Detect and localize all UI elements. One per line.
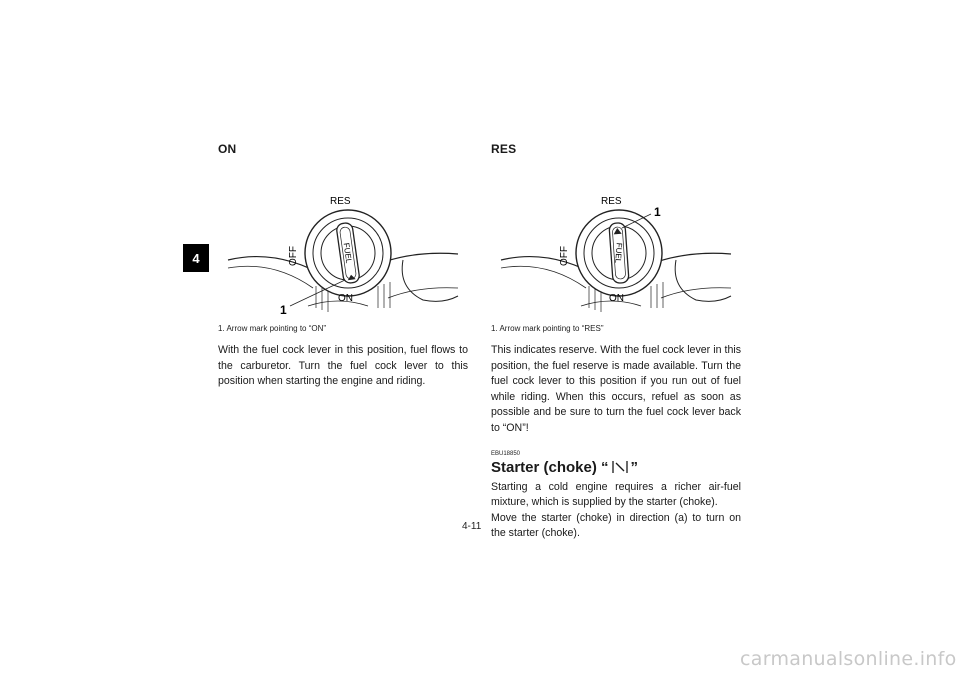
fuel-cock-res-illustration [491, 168, 741, 318]
fuel-cock-on-illustration [218, 168, 468, 318]
label-off: OFF [288, 246, 299, 266]
tank-line [402, 260, 458, 301]
section-paragraph-2: Move the starter (choke) in direction (a) to turn on the starter (choke). [491, 511, 741, 540]
callout-number: 1 [280, 303, 287, 317]
label-res: RES [330, 196, 351, 207]
label-res: RES [601, 196, 622, 207]
label-on: ON [609, 293, 624, 304]
left-heading: ON [218, 142, 237, 156]
page-number: 4-11 [462, 521, 482, 532]
right-heading: RES [491, 142, 517, 156]
left-caption: 1. Arrow mark pointing to “ON” [218, 324, 327, 333]
tank-detail [378, 282, 390, 308]
label-off: OFF [559, 246, 570, 266]
lever-text: FUEL [613, 242, 624, 264]
right-body: This indicates reserve. With the fuel cock lever in this position, the fuel reserve is made available. Turn the fuel cock lever to this position if you run out of fuel while riding. When this occurs, refuel as soon as possible and be sure to turn the fuel cock lever back to “ON”! [491, 344, 741, 434]
lever-text: FUEL [341, 242, 354, 264]
choke-symbol-icon [609, 460, 631, 474]
callout-number: 1 [654, 205, 661, 219]
left-column [218, 142, 468, 400]
tank-line [501, 266, 586, 288]
chapter-tab [183, 244, 209, 272]
tank-line [388, 288, 458, 298]
left-body: With the fuel cock lever in this position, fuel flows to the carburetor. Turn the fuel cock lever to this position when starting the engine and riding. [218, 344, 468, 388]
watermark: carmanualsonline.info [740, 648, 957, 670]
label-on: ON [338, 293, 353, 304]
section-title-prefix: Starter (choke) “ [491, 458, 609, 476]
section-paragraph-1: Starting a cold engine requires a richer air-fuel mixture, which is supplied by the starter (choke). [491, 480, 741, 509]
section-title-suffix: ” [630, 458, 639, 476]
tank-line [228, 266, 313, 288]
right-column [491, 142, 741, 552]
tank-line [661, 288, 731, 298]
tank-detail [651, 282, 663, 308]
section-title [491, 459, 741, 476]
right-caption: 1. Arrow mark pointing to “RES” [491, 324, 604, 333]
chapter-tab-label: 4 [192, 250, 200, 266]
section-code: EBU18850 [491, 450, 521, 457]
tank-line [675, 260, 731, 301]
